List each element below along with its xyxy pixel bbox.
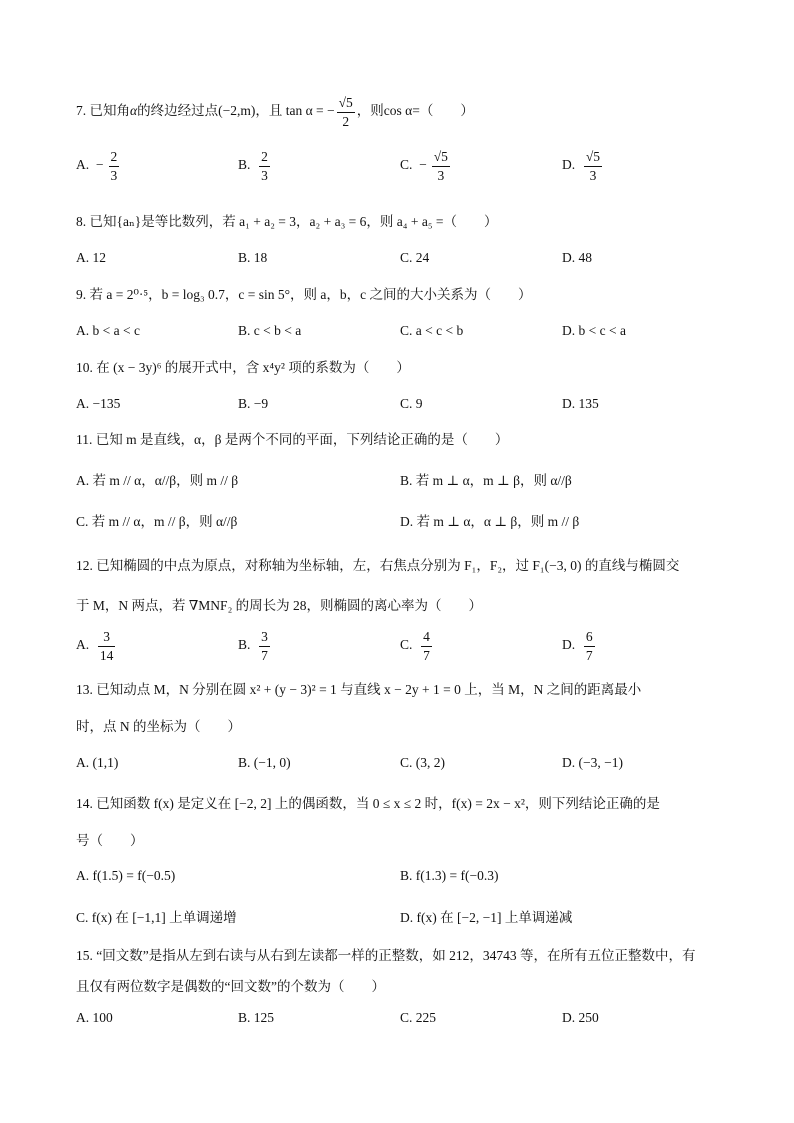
option-label: B. [238, 157, 251, 173]
q11-option-b[interactable]: B. 若 m ⊥ α，m ⊥ β，则 α//β [400, 473, 572, 488]
q15-stem-line2: 且仅有两位数字是偶数的“回文数”的个数为（ ） [76, 979, 385, 994]
q10-stem: 10. 在 (x − 3y)⁶ 的展开式中，含 x⁴y² 项的系数为（ ） [76, 360, 410, 375]
option-label: D. [562, 637, 576, 653]
q9-stem: 9. 若 a = 2⁰·⁵，b = log₃ 0.7，c = sin 5°，则 a，b，c 之间的大小关系为（ ） [76, 287, 532, 302]
q7-point: (−2,m) [218, 103, 256, 119]
q7-option-a[interactable] [76, 150, 121, 182]
q15-stem-line1: 15. “回文数”是指从左到右读与从右到左读都一样的正整数，如 212，34743 等，在所有五位正整数中，有 [76, 948, 696, 963]
q7-option-b[interactable] [238, 150, 272, 182]
q13-stem-line2: 时，点 N 的坐标为（ ） [76, 719, 241, 734]
q15-option-a[interactable]: A. 100 [76, 1010, 113, 1025]
frac-den: 7 [423, 647, 430, 663]
q7-frac-den: 2 [342, 113, 350, 129]
q13-option-b[interactable]: B. (−1, 0) [238, 755, 291, 770]
q11-option-c[interactable]: C. 若 m // α，m // β，则 α//β [76, 514, 238, 529]
q7-option-c[interactable] [400, 150, 452, 182]
q7-tan: tan α = − [285, 103, 335, 119]
frac-den: 7 [585, 647, 593, 663]
q14-stem-line2: 号（ ） [76, 833, 144, 848]
q14-stem-line1: 14. 已知函数 f(x) 是定义在 [−2, 2] 上的偶函数，当 0 ≤ x ≤ 2 时，f(x) = 2x − x²，则下列结论正确的是 [76, 796, 660, 811]
q11-option-d[interactable]: D. 若 m ⊥ α，α ⊥ β，则 m // β [400, 514, 580, 529]
q14-option-d[interactable]: D. f(x) 在 [−2, −1] 上单调递减 [400, 910, 573, 925]
frac-den: 14 [99, 647, 114, 663]
frac-den: 3 [110, 167, 118, 183]
q15-option-d[interactable]: D. 250 [562, 1010, 599, 1025]
q8-stem: 8. 已知{aₙ}是等比数列，若 a₁ + a₂ = 3，a₂ + a₃ = 6，则 a₄ + a₅ =（ ） [76, 214, 498, 229]
frac-den: 3 [437, 167, 445, 183]
q7-text: ，则 [356, 103, 384, 119]
q13-option-c[interactable]: C. (3, 2) [400, 755, 445, 770]
option-label: D. [562, 157, 576, 173]
q10-option-a[interactable]: A. −135 [76, 396, 121, 411]
frac-num: 2 [259, 150, 270, 167]
fraction [421, 630, 432, 662]
frac-num: 3 [98, 630, 116, 647]
option-label: A. [76, 157, 90, 173]
q14-option-a[interactable]: A. f(1.5) = f(−0.5) [76, 868, 176, 883]
q15-option-b[interactable]: B. 125 [238, 1010, 275, 1025]
minus-sign: − [419, 157, 427, 173]
q7-cos: cos α [383, 103, 413, 119]
q9-option-c[interactable]: C. a < c < b [400, 323, 464, 338]
fraction [584, 150, 602, 182]
q7-text: 7. 已知角 [76, 103, 130, 119]
option-label: C. [400, 637, 413, 653]
q13-option-a[interactable]: A. (1,1) [76, 755, 119, 770]
q12-option-c[interactable] [400, 630, 434, 662]
q7-text: =（ ） [412, 103, 474, 119]
q8-option-c[interactable]: C. 24 [400, 250, 430, 265]
frac-den: 3 [261, 167, 268, 183]
fraction [259, 630, 270, 662]
q12-option-d[interactable] [562, 630, 597, 662]
q10-option-b[interactable]: B. −9 [238, 396, 269, 411]
q9-option-a[interactable]: A. b < a < c [76, 323, 140, 338]
frac-num: 2 [109, 150, 120, 167]
q14-option-b[interactable]: B. f(1.3) = f(−0.3) [400, 868, 499, 883]
q8-option-b[interactable]: B. 18 [238, 250, 268, 265]
frac-num: √5 [432, 150, 450, 167]
option-label: A. [76, 637, 90, 653]
q13-stem-line1: 13. 已知动点 M，N 分别在圆 x² + (y − 3)² = 1 与直线 x − 2y + 1 = 0 上，当 M，N 之间的距离最小 [76, 682, 642, 697]
frac-num: 6 [584, 630, 595, 647]
q7-alpha: α [130, 103, 138, 119]
minus-sign: − [95, 157, 104, 173]
fraction [259, 150, 270, 182]
fraction [109, 150, 120, 182]
q14-option-c[interactable]: C. f(x) 在 [−1,1] 上单调递增 [76, 910, 237, 925]
q7-option-d[interactable] [562, 150, 604, 182]
option-label: B. [238, 637, 251, 653]
q12-option-a[interactable] [76, 630, 117, 662]
q9-option-d[interactable]: D. b < c < a [562, 323, 626, 338]
q11-stem: 11. 已知 m 是直线，α，β 是两个不同的平面，下列结论正确的是（ ） [76, 432, 509, 447]
q12-option-b[interactable] [238, 630, 272, 662]
q15-option-c[interactable]: C. 225 [400, 1010, 437, 1025]
frac-den: 7 [261, 647, 268, 663]
q13-option-d[interactable]: D. (−3, −1) [562, 755, 623, 770]
option-label: C. [400, 157, 413, 173]
fraction [584, 630, 595, 662]
q7-frac-num: √5 [337, 96, 355, 113]
q7-text: ，且 [255, 103, 283, 119]
q12-stem-line1: 12. 已知椭圆的中点为原点，对称轴为坐标轴，左，右焦点分别为 F₁，F₂，过 F₁(−3, 0) 的直线与椭圆交 [76, 558, 680, 573]
q10-option-d[interactable]: D. 135 [562, 396, 599, 411]
q12-stem-line2: 于 M，N 两点，若 ∇MNF₂ 的周长为 28，则椭圆的离心率为（ ） [76, 598, 483, 613]
frac-num: 3 [259, 630, 270, 647]
q9-option-b[interactable]: B. c < b < a [238, 323, 302, 338]
frac-num: √5 [584, 150, 602, 167]
fraction [98, 630, 116, 662]
q10-option-c[interactable]: C. 9 [400, 396, 423, 411]
q11-option-a[interactable]: A. 若 m // α，α//β，则 m // β [76, 473, 239, 488]
frac-den: 3 [589, 167, 597, 183]
q8-option-d[interactable]: D. 48 [562, 250, 592, 265]
frac-num: 4 [421, 630, 432, 647]
q8-option-a[interactable]: A. 12 [76, 250, 106, 265]
q7-text: 的终边经过点 [137, 103, 219, 119]
fraction [432, 150, 450, 182]
q7-fraction [337, 96, 355, 128]
q7-stem [76, 96, 474, 128]
